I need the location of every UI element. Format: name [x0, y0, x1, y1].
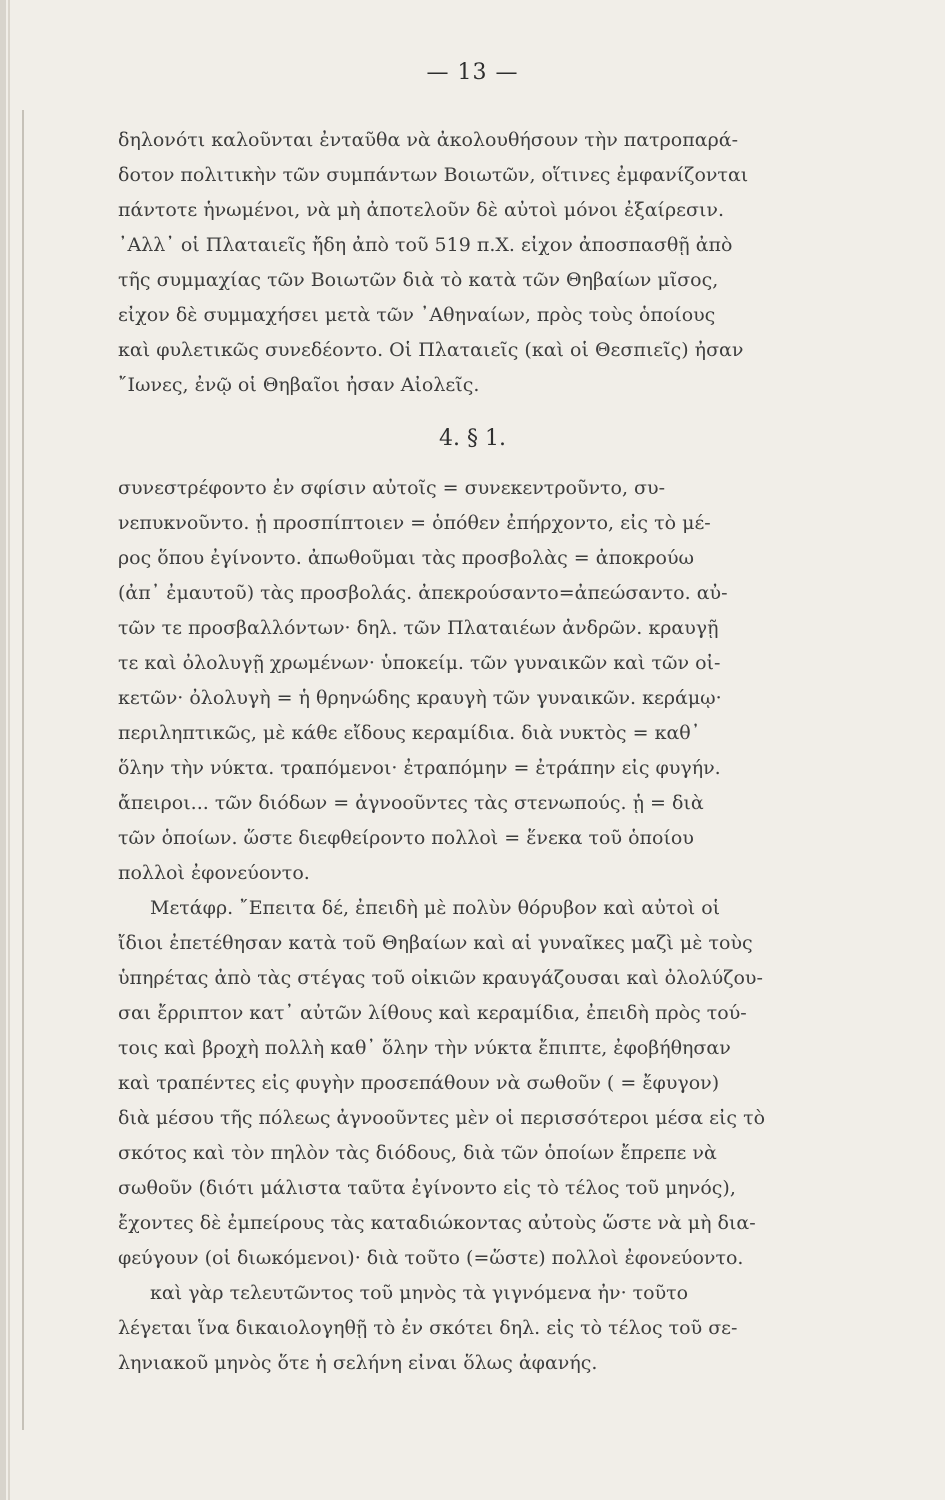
translation-line: σαι ἔρριπτον κατ᾿ αὐτῶν λίθους καὶ κεραμίδια, ἐπειδὴ πρὸς τού- — [118, 1003, 747, 1024]
note-line: ρος ὅπου ἐγίνοντο. ἀπωθοῦμαι τὰς προσβολὰς = ἀποκρούω — [118, 548, 695, 569]
page-number: — 13 — — [426, 60, 519, 85]
note-line: λέγεται ἵνα δικαιολογηθῇ τὸ ἐν σκότει δηλ. εἰς τὸ τέλος τοῦ σε- — [118, 1318, 738, 1339]
note-line: συνεστρέφοντο ἐν σφίσιν αὐτοῖς = συνεκεντροῦντο, συ- — [118, 478, 666, 499]
body-line: δοτον πολιτικὴν τῶν συμπάντων Βοιωτῶν, οἵτινες ἐμφανίζονται — [118, 165, 749, 186]
translation-line: ἴδιοι ἐπετέθησαν κατὰ τοῦ Θηβαίων καὶ αἱ γυναῖκες μαζὶ μὲ τοὺς — [118, 933, 753, 954]
translation-line: Μετάφρ. ῎Επειτα δέ, ἐπειδὴ μὲ πολὺν θόρυβον καὶ αὐτοὶ οἱ — [150, 898, 721, 919]
body-line: ῎Ιωνες, ἐνῷ οἱ Θηβαῖοι ἦσαν Αἰολεῖς. — [118, 375, 480, 396]
body-line: τῆς συμμαχίας τῶν Βοιωτῶν διὰ τὸ κατὰ τῶν Θηβαίων μῖσος, — [118, 270, 719, 291]
note-line: περιληπτικῶς, μὲ κάθε εἴδους κεραμίδια. διὰ νυκτὸς = καθ᾿ — [118, 723, 701, 744]
note-line: τε καὶ ὀλολυγῇ χρωμένων· ὑποκείμ. τῶν γυναικῶν καὶ τῶν οἰ- — [118, 653, 721, 674]
translation-line: ἔχοντες δὲ ἐμπείρους τὰς καταδιώκοντας αὐτοὺς ὥστε νὰ μὴ δια- — [118, 1213, 756, 1234]
body-line: δηλονότι καλοῦνται ἐνταῦθα νὰ ἀκολουθήσουν τὴν πατροπαρά- — [118, 130, 738, 151]
margin-rule — [22, 110, 24, 1430]
translation-line: καὶ τραπέντες εἰς φυγὴν προσεπάθουν νὰ σωθοῦν ( = ἔφυγον) — [118, 1073, 720, 1094]
translation-line: τοις καὶ βροχὴ πολλὴ καθ᾿ ὅλην τὴν νύκτα ἔπιπτε, ἐφοβήθησαν — [118, 1038, 731, 1059]
body-line: ᾿Αλλ᾿ οἱ Πλαταιεῖς ἤδη ἀπὸ τοῦ 519 π.Χ. εἶχον ἀποσπασθῇ ἀπὸ — [118, 235, 733, 256]
note-line: νεπυκνοῦντο. ᾗ προσπίπτοιεν = ὁπόθεν ἐπήρχοντο, εἰς τὸ μέ- — [118, 513, 711, 534]
note-line: κετῶν· ὀλολυγὴ = ἡ θρηνώδης κραυγὴ τῶν γυναικῶν. κεράμῳ· — [118, 688, 722, 709]
note-line: τῶν ὁποίων. ὥστε διεφθείροντο πολλοὶ = ἕνεκα τοῦ ὁποίου — [118, 828, 694, 849]
note-line: τῶν τε προσβαλλόντων· δηλ. τῶν Πλαταιέων ἀνδρῶν. κραυγῇ — [118, 618, 719, 639]
translation-line: ὑπηρέτας ἀπὸ τὰς στέγας τοῦ οἰκιῶν κραυγάζουσαι καὶ ὀλολύζου- — [118, 968, 763, 989]
translation-line: σκότος καὶ τὸν πηλὸν τὰς διόδους, διὰ τῶν ὁποίων ἔπρεπε νὰ — [118, 1143, 717, 1164]
section-heading: 4. § 1. — [439, 426, 506, 451]
translation-line: φεύγουν (οἱ διωκόμενοι)· διὰ τοῦτο (=ὥστε) πολλοὶ ἐφονεύοντο. — [118, 1248, 744, 1269]
note-line: ὅλην τὴν νύκτα. τραπόμενοι· ἐτραπόμην = ἐτράπην εἰς φυγήν. — [118, 758, 721, 779]
body-line: εἶχον δὲ συμμαχήσει μετὰ τῶν ᾿Αθηναίων, πρὸς τοὺς ὁποίους — [118, 305, 716, 326]
note-line: (ἀπ᾿ ἐμαυτοῦ) τὰς προσβολάς. ἀπεκρούσαντο=ἀπεώσαντο. αὐ- — [118, 583, 728, 604]
translation-line: διὰ μέσου τῆς πόλεως ἀγνοοῦντες μὲν οἱ περισσότεροι μέσα εἰς τὸ — [118, 1108, 766, 1129]
note-line: ἄπειροι... τῶν διόδων = ἀγνοοῦντες τὰς στενωπούς. ᾗ = διὰ — [118, 793, 704, 814]
translation-line: σωθοῦν (διότι μάλιστα ταῦτα ἐγίνοντο εἰς τὸ τέλος τοῦ μηνός), — [118, 1178, 736, 1199]
page-edge-shadow — [8, 0, 10, 1500]
note-line: πολλοὶ ἐφονεύοντο. — [118, 863, 310, 884]
note-line: ληνιακοῦ μηνὸς ὅτε ἡ σελήνη εἶναι ὅλως ἀφανής. — [118, 1353, 598, 1374]
body-line: πάντοτε ἡνωμένοι, νὰ μὴ ἀποτελοῦν δὲ αὐτοὶ μόνοι ἐξαίρεσιν. — [118, 200, 724, 221]
note-line: καὶ γὰρ τελευτῶντος τοῦ μηνὸς τὰ γιγνόμενα ἦν· τοῦτο — [150, 1283, 689, 1304]
body-line: καὶ φυλετικῶς συνεδέοντο. Οἱ Πλαταιεῖς (καὶ οἱ Θεσπιεῖς) ἦσαν — [118, 340, 744, 361]
